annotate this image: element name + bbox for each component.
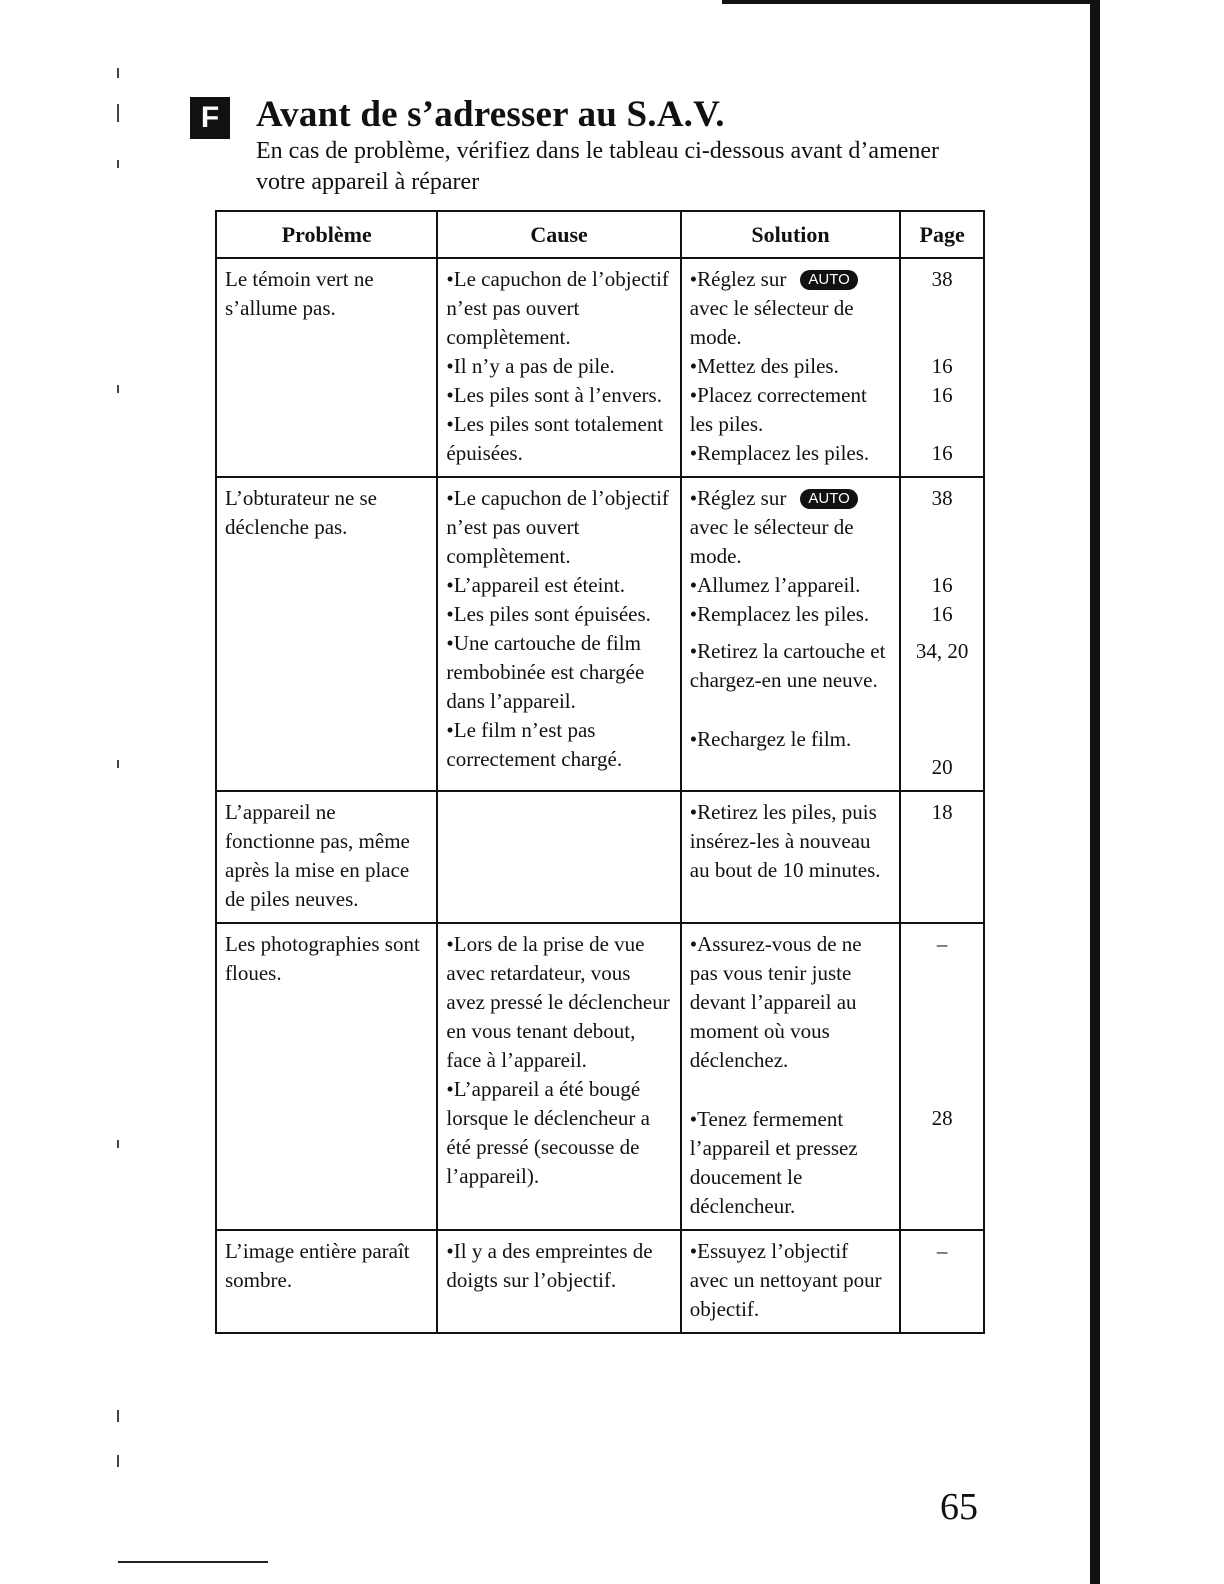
solution-cell [682, 792, 901, 922]
solution-item: avec le sélecteur de mode. [689, 515, 854, 568]
table-row [215, 924, 985, 1231]
language-badge: F [190, 97, 230, 139]
margin-tick [117, 1410, 119, 1422]
solution-item: •Essuyez l’objectif avec un nettoyant pour objectif. [689, 1239, 882, 1321]
margin-tick [117, 385, 119, 393]
solution-item: •Remplacez les piles. [689, 602, 870, 626]
problem-text: L’appareil ne fonctionne pas, même après la mise en place de piles neuves. [225, 800, 410, 911]
cause-item: •L’appareil est éteint. [446, 573, 626, 597]
page-number: 65 [940, 1486, 978, 1528]
page-ref: 38 [931, 267, 953, 291]
solution-cell [682, 1231, 901, 1332]
solution-item: •Rechargez le film. [689, 727, 852, 751]
cause-cell [438, 259, 681, 476]
problem-text: L’image entière paraît sombre. [225, 1239, 410, 1292]
page-ref: 20 [931, 755, 953, 779]
problem-text: Les photographies sont floues. [225, 932, 420, 985]
column-header-solution: Solution [682, 212, 901, 257]
solution-cell [682, 259, 901, 476]
auto-mode-icon: AUTO [800, 270, 857, 290]
solution-cell [682, 924, 901, 1229]
page-ref: 28 [931, 1106, 953, 1130]
problem-cell [217, 1231, 438, 1332]
solution-item: •Allumez l’appareil. [689, 573, 861, 597]
margin-tick [117, 760, 119, 768]
cause-item: •Il y a des empreintes de doigts sur l’objectif. [446, 1239, 653, 1292]
problem-cell [217, 259, 438, 476]
solution-item: •Assurez-vous de ne pas vous tenir juste devant l’appareil au moment où vous déclenchez. [689, 932, 862, 1072]
cause-cell [438, 1231, 681, 1332]
intro-text: En cas de problème, vérifiez dans le tableau ci-dessous avant d’amener votre appareil à réparer [256, 138, 940, 195]
solution-item: •Mettez des piles. [689, 354, 839, 378]
problem-cell [217, 924, 438, 1229]
cause-cell [438, 478, 681, 790]
cause-cell [438, 792, 681, 922]
page-ref: 18 [931, 800, 953, 824]
page-title: Avant de s’adresser au S.A.V. [256, 94, 725, 135]
cause-item: •Les piles sont à l’envers. [446, 383, 662, 407]
page-ref: 16 [931, 441, 953, 465]
solution-item: •Placez correctement les piles. [689, 383, 867, 436]
page-ref: 16 [931, 383, 953, 407]
table-row [215, 259, 985, 478]
page-ref: 34, 20 [915, 639, 969, 663]
problem-text: L’obturateur ne se déclenche pas. [225, 486, 378, 539]
page-cell [901, 924, 985, 1229]
page-cell [901, 259, 985, 476]
cause-item: •Lors de la prise de vue avec retardateur, vous avez pressé le déclencheur en vous tenant debout, face à l’appareil. [446, 932, 670, 1072]
page-ref: 16 [931, 354, 953, 378]
table-header [215, 210, 985, 259]
cause-item: •Les piles sont totalement épuisées. [446, 412, 664, 465]
solution-item: avec le sélecteur de mode. [689, 296, 854, 349]
solution-item [690, 484, 891, 513]
problem-text: Le témoin vert ne s’allume pas. [225, 267, 374, 320]
page-ref: 16 [931, 573, 953, 597]
cause-item: •Le capuchon de l’objectif n’est pas ouvert complètement. [446, 486, 669, 568]
solution-text: •Réglez sur [689, 267, 787, 291]
page-cell [901, 792, 985, 922]
margin-tick [117, 104, 119, 122]
cause-item: •L’appareil a été bougé lorsque le déclencheur a été pressé (secousse de l’appareil). [446, 1077, 650, 1188]
page-ref: – [936, 932, 948, 956]
solution-item [690, 265, 891, 294]
top-rule [722, 0, 1100, 4]
column-header-page: Page [901, 212, 985, 257]
solution-item: •Remplacez les piles. [689, 441, 870, 465]
page-ref: – [936, 1239, 948, 1263]
margin-tick [117, 68, 119, 78]
bottom-rule [118, 1561, 268, 1563]
cause-cell [438, 924, 681, 1229]
margin-tick [117, 1455, 119, 1467]
solution-item: •Tenez fermement l’appareil et pressez doucement le déclencheur. [689, 1107, 858, 1218]
auto-mode-icon: AUTO [800, 489, 857, 509]
page-edge-bar [1090, 0, 1100, 1584]
page-cell [901, 1231, 985, 1332]
column-header-problem: Problème [217, 212, 438, 257]
table-row [215, 1231, 985, 1334]
problem-cell [217, 478, 438, 790]
column-header-cause: Cause [438, 212, 681, 257]
margin-tick [117, 160, 119, 168]
cause-item: •Le capuchon de l’objectif n’est pas ouvert complètement. [446, 267, 669, 349]
table-row [215, 478, 985, 792]
solution-item: •Retirez les piles, puis insérez-les à nouveau au bout de 10 minutes. [689, 800, 881, 882]
troubleshooting-table [215, 210, 985, 1334]
problem-cell [217, 792, 438, 922]
cause-item: •Il n’y a pas de pile. [446, 354, 615, 378]
cause-item: •Une cartouche de film rembobinée est chargée dans l’appareil. [446, 631, 645, 713]
table-row [215, 792, 985, 924]
page-ref: 38 [931, 486, 953, 510]
page-cell [901, 478, 985, 790]
cause-item: •Le film n’est pas correctement chargé. [446, 718, 623, 771]
solution-text: •Réglez sur [689, 486, 787, 510]
margin-tick [117, 1140, 119, 1148]
solution-item: •Retirez la cartouche et chargez-en une neuve. [689, 639, 886, 692]
page-ref: 16 [931, 602, 953, 626]
cause-item: •Les piles sont épuisées. [446, 602, 651, 626]
solution-cell [682, 478, 901, 790]
